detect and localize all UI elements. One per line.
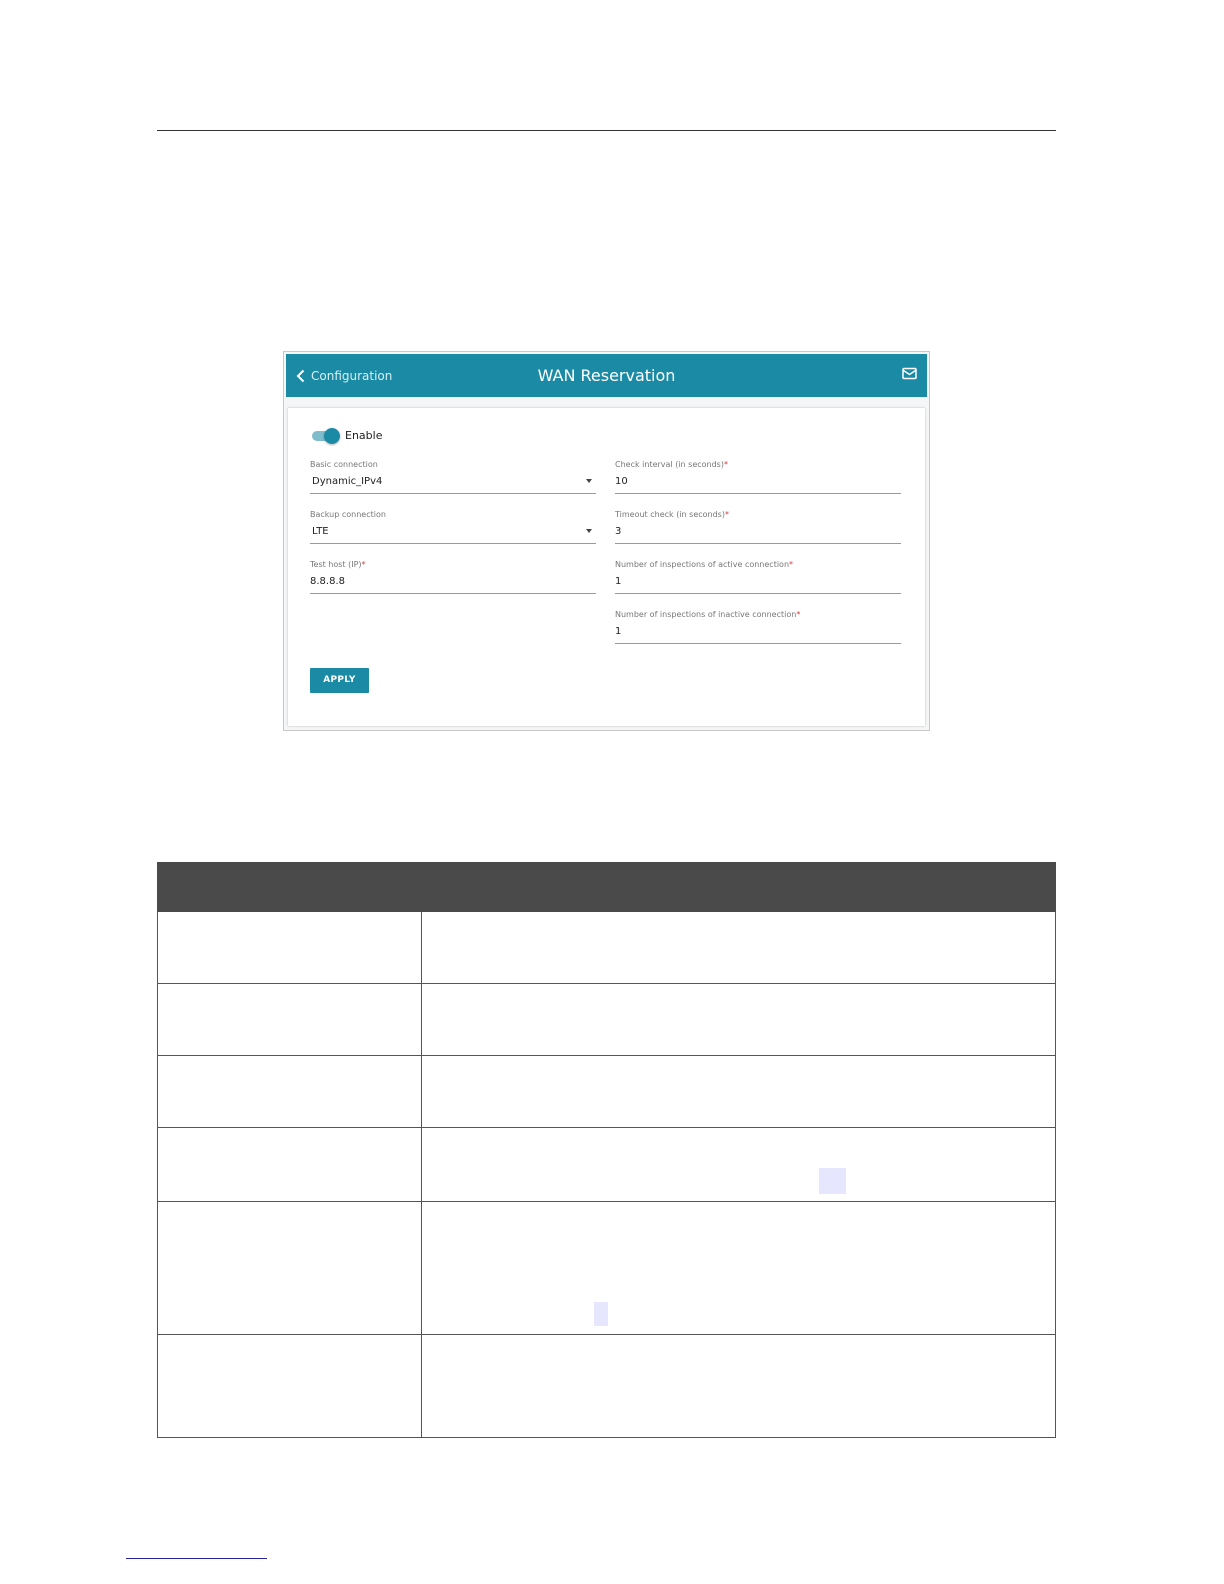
timeout-check-field[interactable] — [615, 510, 901, 544]
check-interval-value: 10 — [615, 476, 628, 487]
highlight-mark — [819, 1168, 846, 1194]
backup-connection-value: LTE — [312, 526, 329, 537]
enable-label: Enable — [345, 429, 383, 442]
column-divider — [421, 912, 422, 983]
app-header — [286, 354, 927, 397]
toggle-knob — [324, 428, 340, 444]
dropdown-caret-icon — [586, 479, 592, 483]
field-underline — [615, 593, 901, 594]
test-host-label: Test host (IP)* — [310, 560, 366, 569]
dropdown-caret-icon — [586, 529, 592, 533]
basic-connection-value: Dynamic_IPv4 — [312, 476, 383, 487]
column-divider — [421, 1056, 422, 1127]
inactive-inspections-field[interactable] — [615, 610, 901, 644]
table-row — [157, 984, 1056, 1056]
field-underline — [615, 643, 901, 644]
field-underline — [310, 543, 596, 544]
column-divider — [421, 1202, 422, 1334]
test-host-field[interactable] — [310, 560, 596, 594]
table-header — [157, 862, 1056, 912]
backup-connection-select[interactable] — [310, 510, 596, 544]
page-title: WAN Reservation — [537, 366, 676, 385]
column-divider — [421, 984, 422, 1055]
footer-link-underline[interactable] — [126, 1558, 267, 1559]
enable-toggle[interactable] — [312, 428, 340, 444]
active-inspections-value: 1 — [615, 576, 622, 587]
field-underline — [615, 493, 901, 494]
check-interval-label: Check interval (in seconds)* — [615, 460, 728, 469]
active-inspections-label: Number of inspections of active connection* — [615, 560, 794, 569]
basic-connection-select[interactable] — [310, 460, 596, 494]
timeout-check-value: 3 — [615, 526, 622, 537]
field-underline — [310, 493, 596, 494]
chevron-left-icon — [296, 369, 305, 383]
screenshot-frame — [283, 351, 930, 731]
highlight-mark — [594, 1302, 608, 1326]
table-row — [157, 1056, 1056, 1128]
active-inspections-field[interactable] — [615, 560, 901, 594]
inactive-inspections-label: Number of inspections of inactive connection* — [615, 610, 801, 619]
column-divider — [421, 1128, 422, 1201]
timeout-check-label: Timeout check (in seconds)* — [615, 510, 729, 519]
check-interval-field[interactable] — [615, 460, 901, 494]
mail-icon[interactable] — [902, 367, 917, 385]
apply-button[interactable]: APPLY — [310, 668, 369, 693]
column-divider — [421, 1335, 422, 1437]
basic-connection-label: Basic connection — [310, 460, 378, 469]
backup-connection-label: Backup connection — [310, 510, 386, 519]
inactive-inspections-value: 1 — [615, 626, 622, 637]
field-underline — [310, 593, 596, 594]
settings-card — [288, 408, 925, 726]
table-row — [157, 1335, 1056, 1438]
test-host-value: 8.8.8.8 — [310, 576, 345, 587]
back-label: Configuration — [311, 368, 393, 383]
back-link[interactable] — [296, 354, 392, 397]
field-underline — [615, 543, 901, 544]
table-row — [157, 912, 1056, 984]
table-row — [157, 1128, 1056, 1202]
top-rule — [157, 130, 1056, 131]
